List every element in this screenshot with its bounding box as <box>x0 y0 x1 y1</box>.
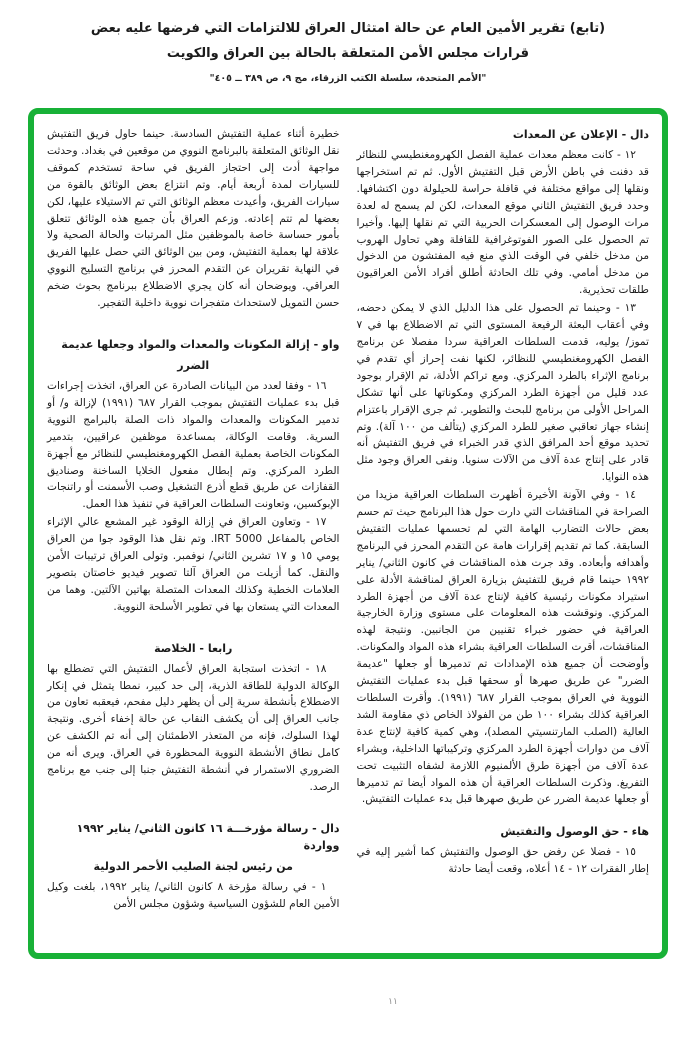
section-heading-removal-line2: الضرر <box>177 358 210 372</box>
section-heading-letter-line2: من رئيس لجنة الصليب الأحمر الدولية <box>93 859 293 873</box>
paragraph-1: ١ - في رسالة مؤرخة ٨ كانون الثاني/ يناير ١٩٩٢، بلغت وكيل الأمين العام للشؤون السياسية وشؤون مجلس الأمن <box>47 880 340 910</box>
header-title-line2: قرارات مجلس الأمن المتعلقة بالحالة بين العراق والكويت <box>166 46 530 62</box>
page-header <box>0 16 696 84</box>
paragraph-13: ١٣ - وحينما تم الحصول على هذا الدليل الذي لا يمكن دحضه، وفي أعقاب البعثة الرفيعة المستوى التي تم الاضطلاع بها في ٧ تموز/ يوليه، قدمت السلطات العراقية سردا مفصلا عن برنامج الفصل الكهرومغنطيسي للنظائر، لكنها نفت إحراز أي تقدم في برنامج الإثراء بالطرد المركزي. ومع تراكم الأدلة، تم الإقرار بوجود عدد قليل من أجهزة الطرد المركزي ومكوناتها على أنها تشكل المراحل الأولى من برنامج للبحث والتطوير. ثم جرى الإقرار باعتزام إنشاء جهاز تعاقبي صغير للطرد المركزي (يتألف من ١٠٠ آلة). وتم تحديد موقع أحد المرافق الذي قدر الخبراء في فريق التفتيش أنه قادر على إنتاج عدة آلاف من الآلات سنويا. ونفى العراق وجود مثل هذه النوايا. <box>356 302 650 484</box>
paragraph-12: ١٢ - كانت معظم معدات عملية الفصل الكهرومغنطيسي للنظائر قد دفنت في باطن الأرض قبل التفتيش الأول. ثم تم استخراجها ونقلها إلى مواقع مختلفة في قافلة حراسة للحيلولة دون اكتشافها. وحدد فريق التفتيش الثاني موقع المعدات، لكن لم يسمح له لعدة مرات الوصول إلى المعسكرات الحربية التي تم نقلها إليها. وأخيرا تم الحصول على الصور الفوتوغرافية للقافلة وهي تحاول الهروب من مدخل خلفي في الوقت الذي منع فيه المفتشون من الدخول من مدخل أمامي. وفي تلك الحادثة أطلق أفراد الأمن العراقيون طلقات تحذيرية. <box>356 149 649 297</box>
section-heading-conclusion: رابعا - الخلاصة <box>154 641 233 655</box>
section-heading-letter-line1: دال - رسالة مؤرخـــة ١٦ كانون الثاني/ يناير ١٩٩٢ وواردة <box>76 821 340 852</box>
section-heading-removal-line1: واو - إزالة المكونات والمعدات والمواد وجعلها عديمة <box>61 337 340 351</box>
left-column <box>47 126 340 943</box>
green-border-frame <box>28 108 668 959</box>
section-heading-access-rights: هاء - حق الوصول والتفتيش <box>500 825 649 839</box>
paragraph-15-continuation: خطيرة أثناء عملية التفتيش السادسة. حينما حاول فريق التفتيش نقل الوثائق المتعلقة بالبرنامج النووي من موقعين في بغداد. وحدثت مواجهة أدت إلى احتجاز الفريق في ساحة تستخدم كموقف للسيارات لمدة أربعة أيام. وتم انتزاع بعض الوثائق بالقوة من سيارات الفريق، وأعيدت معظم الوثائق التي تم الاستيلاء عليها، لكن بعضها لم تتم إعادته. وزعم العراق بأن جميع هذه الوثائق تتعلق بأمور حساسة خاصة بالموظفين مثل المرتبات والحالة الصحية ولا علاقة لها بعملية التفتيش، ومن بين الوثائق التي حصل عليها الفريق في النهاية تقريران عن التقدم المحرز في برنامج التسليح النووي العراقي. ويوضحان أنه كان يجري الاضطلاع ببرنامج بحوث ضخم حسن التمويل لاستحداث متفجرات نووية داخلية التفجير. <box>47 128 340 310</box>
paragraph-16: ١٦ - وفقا لعدد من البيانات الصادرة عن العراق، اتخذت إجراءات قبل بدء عمليات التفتيش بموجب القرار ٦٨٧ (١٩٩١) لإزالة و/ أو تدمير المكونات والمعدات والمواد ذات الصلة بالبرامج النووية السرية. وقامت الوكالة، بمساعدة موظفين عراقيين، بتدمير المكونات الخاصة بعملية الفصل الكهرومغنطيسي للنظائر مع أجهزة الطرد المركزي. وتم إبطال مفعول الخلايا الساخنة وصناديق القفازات عن طريق قطع أذرع التشغيل وصب الأسمنت أو راتنجات الإبوكسين، وتعاونت السلطات العراقية في تنفيذ هذا العمل. <box>47 379 340 511</box>
paragraph-14: ١٤ - وفي الآونة الأخيرة أظهرت السلطات العراقية مزيدا من الصراحة في المناقشات التي دارت حول هذا البرنامج حيث تم حسم بعض حالات التضارب الهامة التي لم تحسمها عمليات التفتيش السابقة. كما تم تقديم إقرارات هامة عن التقدم المحرز في البرنامج وأهدافه وأبعاده. وقد جرت هذه المناقشات في كانون الثاني/ يناير ١٩٩٢ حينما قام فريق للتفتيش بزيارة العراق لمناقشة الأدلة على استيراد مكونات رئيسية كافية لإنتاج عدة آلاف من أجهزة الطرد المركزي. ونوقشت هذه المعلومات على مستوى وزارة الخارجية العراقية في حضور خبراء تقنيين من الجانبين. ونتيجة لهذه المناقشات، أقرت السلطات العراقية بشراء هذه المواد والمكونات. وأوضحت أن جميع هذه الإمدادات تم تدميرها أو جعلها "عديمة الضرر" عن طريق صهرها أو سحقها قبل بدء عمليات التفتيش النووية في العراق بموجب القرار ٦٨٧ (١٩٩١). وأقرت السلطات العراقية كذلك بشراء ١٠٠ طن من الفولاذ الخاص ذي مقاومة الشد العالية (الصلب المارتنسيتي المصلد)، وهي كمية كافية لإنتاج عدة آلاف من دوارات أجهزة الطرد المركزي وتركيباتها الداخلية، وبشراء عدة آلاف من أجهزة طرق الألمنيوم اللازمة لشفاه التثبيت تحت التفريغ. وذكرت السلطات العراقية أن هذه المواد أيضا تم تدميرها أو جعلها عديمة الضرر عن طريق صهرها قبل بدء عمليات التفتيش. <box>356 489 649 806</box>
header-title-line1: (تابع) تقرير الأمين العام عن حالة امتثال العراق للالتزامات التي فرضها عليه بعض <box>90 21 606 36</box>
two-column-body <box>47 126 649 943</box>
header-source-citation: "الأمم المتحدة، سلسلة الكتب الزرقاء، مج ٩، ص ٣٨٩ ــ ٤٠٥" <box>209 72 487 84</box>
right-column <box>357 126 650 943</box>
paragraph-15: ١٥ - فضلا عن رفض حق الوصول والتفتيش كما أشير إليه في إطار الفقرات ١٢ - ١٤ أعلاه، وقعت أيضا حادثة <box>356 846 649 876</box>
page-number: ١١ <box>388 997 398 1007</box>
paragraph-17: ١٧ - وتعاون العراق في إزالة الوقود غير المشعع عالي الإثراء الخاص بالمفاعل IRT 5000. وتم نقل هذا الوقود جوا من العراق يومي ١٥ و ١٧ تشرين الثاني/ نوفمبر. وتولى العراق ترتيبات الأمن والنقل. كما أزيلت من العراق آلتا تصوير فيديو خاصتان بتصوير العلامات الخطية وكذلك المعدات المتصلة بهاتين الآلتين. وهما من المعدات التي يستعان بها في تطوير الأسلحة النووية. <box>47 516 340 613</box>
paragraph-18: ١٨ - اتخذت استجابة العراق لأعمال التفتيش التي تضطلع بها الوكالة الدولية للطاقة الذرية، إلى حد كبير، نمطا يتمثل في إنكار الاضطلاع بأنشطة سرية إلى أن يظهر دليل مفحم، فيعقبه تعاون من جانب العراق إلى أن يكشف النقاب عن حالة إخفاء أخرى. ونتيجة لهذا السلوك، فإنه من المتعذر الاطمئنان إلى أنه تم الكشف عن كامل نطاق الأنشطة النووية المحظورة في العراق. ويرى أنه من الضروري الاستمرار في أنشطة التفتيش جنبا إلى جنب مع برنامج الرصد. <box>47 662 340 793</box>
section-heading-equipment-declaration: دال - الإعلان عن المعدات <box>512 128 649 141</box>
